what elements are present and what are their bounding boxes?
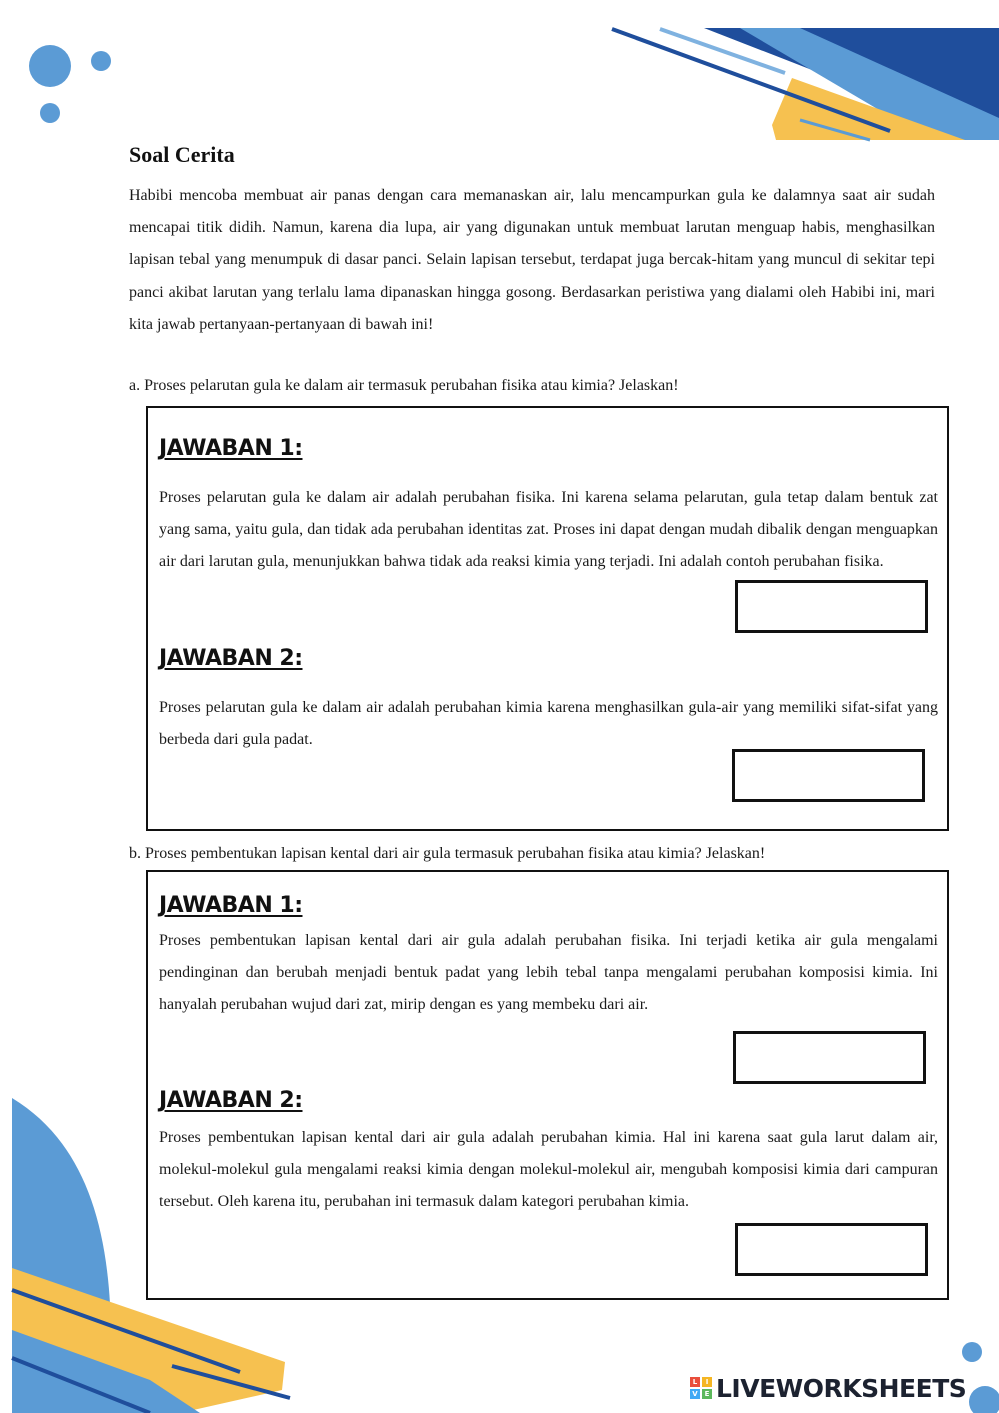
liveworksheets-icon [690,1377,712,1399]
question-a-prompt: a. Proses pelarutan gula ke dalam air termasuk perubahan fisika atau kimia? Jelaskan! [129,377,679,394]
logo-letter-e: E [702,1389,712,1399]
story-paragraph: Habibi mencoba membuat air panas dengan cara memanaskan air, lalu mencampurkan gula ke dalamnya saat air sudah mencapai titik didih. Namun, karena dia lupa, air yang digunakan untuk membuat larutan menguap habis, menghasilkan lapisan tebal yang menumpuk di dasar panci. Selain lapisan tersebut, terdapat juga bercak-hitam yang muncul di sekitar tepi panci akibat larutan yang terlalu lama dipanaskan hingga gosong. Berdasarkan peristiwa yang dialami oleh Habibi ini, mari kita jawab pertanyaan-pertanyaan di bawah ini! [129,187,935,333]
question-b-answer-1-heading: JAWABAN 1: [159,893,303,918]
question-b-prompt: b. Proses pembentukan lapisan kental dari air gula termasuk perubahan fisika atau kimia? Jelaskan! [129,845,766,862]
question-a-answer-2-drop-box[interactable] [732,749,925,802]
question-a-answer-1-heading: JAWABAN 1: [159,436,303,461]
logo-letter-l: L [690,1377,700,1387]
brand-name: LIVEWORKSHEETS [716,1373,967,1403]
logo-letter-i: I [702,1377,712,1387]
question-a-answer-2-heading: JAWABAN 2: [159,646,303,671]
question-a-answer-1-drop-box[interactable] [735,580,928,633]
page-title: Soal Cerita [129,142,235,167]
question-b-answer-1-drop-box[interactable] [733,1031,926,1084]
question-b-answer-2-heading: JAWABAN 2: [159,1088,303,1113]
logo-letter-v: V [690,1389,700,1399]
question-b-answer-2-text: Proses pembentukan lapisan kental dari air gula adalah perubahan kimia. Hal ini karena saat gula larut dalam air, molekul-molekul gula mengalami reaksi kimia dengan molekul-molekul air, mengubah komposisi kimia dari campuran tersebut. Oleh karena itu, perubahan ini termasuk dalam kategori perubahan kimia. [159,1129,938,1211]
question-b-answer-1-text: Proses pembentukan lapisan kental dari air gula adalah perubahan fisika. Ini terjadi ketika air gula mengalami pendinginan dan berubah menjadi bentuk padat yang lebih tebal tanpa mengalami perubahan komposisi kimia. Ini hanyalah perubahan wujud dari zat, mirip dengan es yang membeku dari air. [159,932,938,1014]
question-a-answer-1-text: Proses pelarutan gula ke dalam air adalah perubahan fisika. Ini karena selama pelarutan, gula tetap dalam bentuk zat yang sama, yaitu gula, dan tidak ada perubahan identitas zat. Proses ini dapat dengan mudah dibalik dengan menguapkan air dari larutan gula, menunjukkan bahwa tidak ada reaksi kimia yang terjadi. Ini adalah contoh perubahan fisika. [159,489,938,571]
question-b-answer-2-drop-box[interactable] [735,1223,928,1276]
liveworksheets-logo [690,1372,966,1404]
question-a-answer-2-text: Proses pelarutan gula ke dalam air adalah perubahan kimia karena menghasilkan gula-air yang memiliki sifat-sifat yang berbeda dari gula padat. [159,699,938,749]
